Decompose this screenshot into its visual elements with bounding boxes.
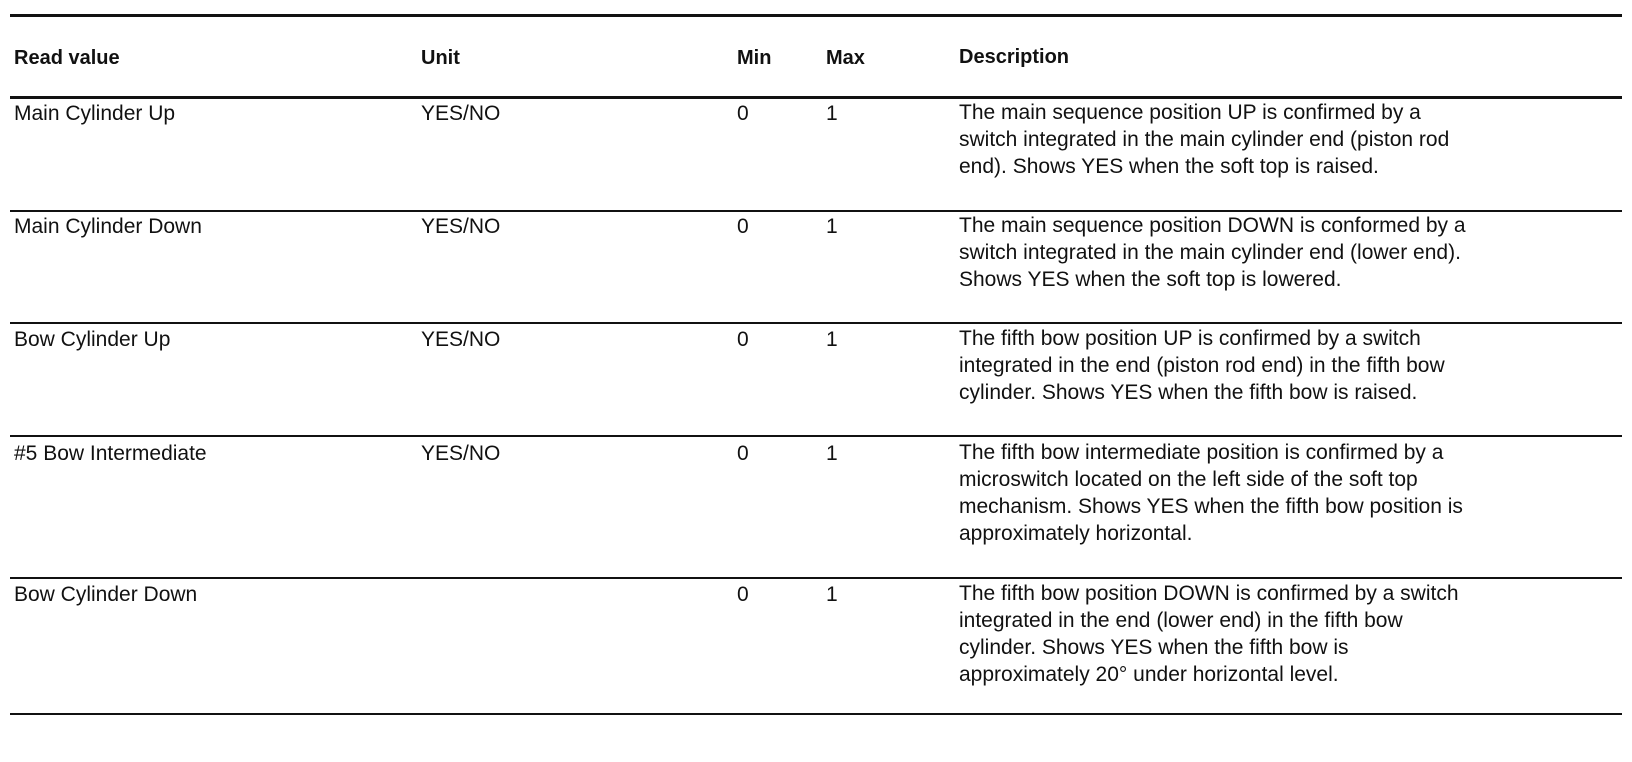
header-description: Description: [959, 46, 1070, 68]
description-line: approximately horizontal.: [959, 522, 1193, 545]
description-line: The main sequence position DOWN is conformed by a: [959, 214, 1466, 237]
description-cell: [959, 580, 1559, 688]
header-unit: Unit: [421, 47, 460, 69]
read-value-cell: Bow Cylinder Down: [14, 583, 198, 606]
max-cell: 1: [826, 583, 838, 606]
min-cell: 0: [737, 583, 749, 606]
description-line: The fifth bow position DOWN is confirmed by a switch: [959, 582, 1459, 605]
unit-cell: YES/NO: [421, 102, 501, 125]
header-max: Max: [826, 47, 865, 69]
description-line: integrated in the end (lower end) in the fifth bow: [959, 609, 1403, 632]
read-value-cell: Bow Cylinder Up: [14, 328, 171, 351]
description-line: mechanism. Shows YES when the fifth bow position is: [959, 495, 1463, 518]
read-value-cell: Main Cylinder Down: [14, 215, 202, 238]
description-line: switch integrated in the main cylinder end (lower end).: [959, 241, 1461, 264]
min-cell: 0: [737, 442, 749, 465]
bottom-rule: [10, 713, 1622, 715]
unit-cell: YES/NO: [421, 328, 501, 351]
description-line: cylinder. Shows YES when the fifth bow is raised.: [959, 381, 1418, 404]
header-min: Min: [737, 47, 772, 69]
unit-cell: YES/NO: [421, 215, 501, 238]
description-line: The fifth bow position UP is confirmed by a switch: [959, 327, 1421, 350]
max-cell: 1: [826, 215, 838, 238]
min-cell: 0: [737, 102, 749, 125]
description-cell: [959, 212, 1559, 293]
min-cell: 0: [737, 328, 749, 351]
description-cell: [959, 325, 1559, 406]
description-line: The fifth bow intermediate position is confirmed by a: [959, 441, 1444, 464]
min-cell: 0: [737, 215, 749, 238]
description-cell: [959, 99, 1559, 180]
row-rule: [10, 577, 1622, 579]
row-rule: [10, 435, 1622, 437]
top-rule: [10, 14, 1622, 17]
max-cell: 1: [826, 442, 838, 465]
description-line: approximately 20° under horizontal level.: [959, 663, 1339, 686]
description-line: switch integrated in the main cylinder end (piston rod: [959, 128, 1450, 151]
description-line: integrated in the end (piston rod end) in the fifth bow: [959, 354, 1445, 377]
max-cell: 1: [826, 328, 838, 351]
unit-cell: YES/NO: [421, 442, 501, 465]
description-line: The main sequence position UP is confirmed by a: [959, 101, 1421, 124]
description-line: microswitch located on the left side of the soft top: [959, 468, 1418, 491]
description-cell: [959, 439, 1559, 547]
read-value-cell: Main Cylinder Up: [14, 102, 176, 125]
max-cell: 1: [826, 102, 838, 125]
read-value-cell: #5 Bow Intermediate: [14, 442, 207, 465]
row-rule: [10, 322, 1622, 324]
description-line: cylinder. Shows YES when the fifth bow is: [959, 636, 1349, 659]
description-line: Shows YES when the soft top is lowered.: [959, 268, 1342, 291]
header-read-value: Read value: [14, 47, 120, 69]
description-line: end). Shows YES when the soft top is raised.: [959, 155, 1379, 178]
